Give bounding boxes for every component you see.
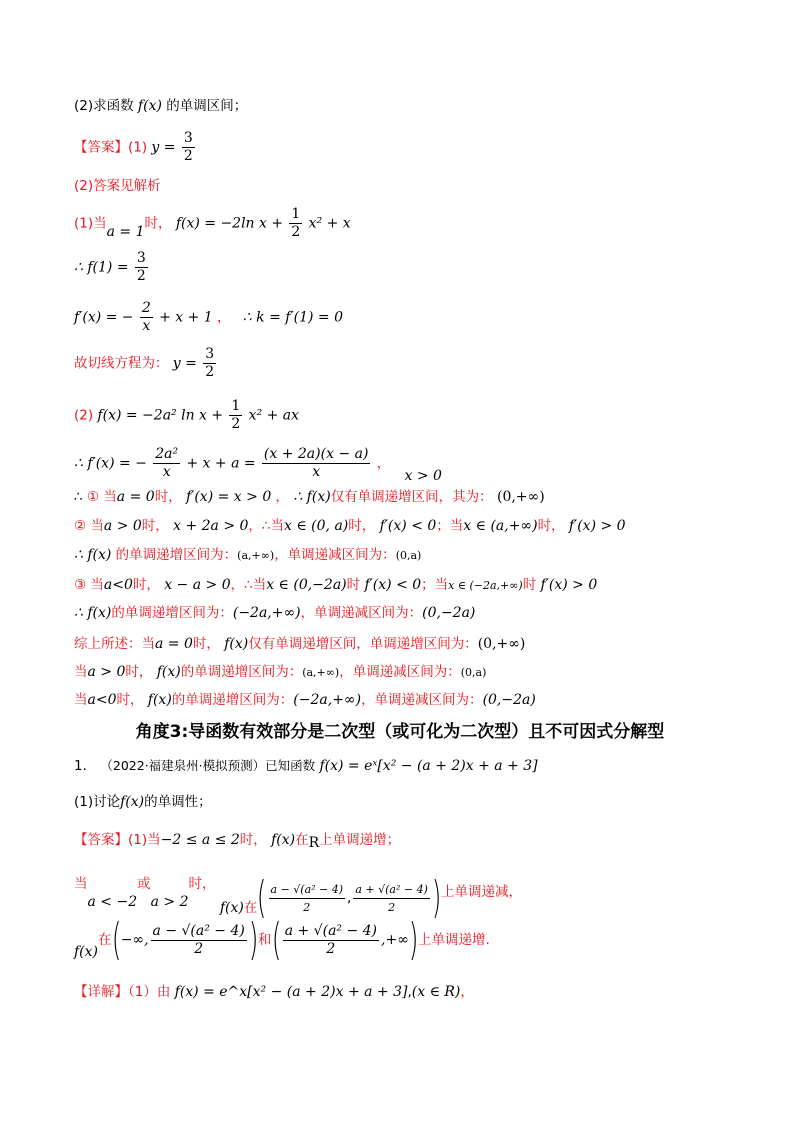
summary-line-3: 当a<0时， f(x)的单调递增区间为：(−2a,+∞)，单调递减区间为：(0,−2a)	[74, 692, 536, 708]
fraction: $\frac{1}{2}$	[291, 206, 301, 240]
solution-line-3: f′(x) = − $\frac{2}{x}$ + x + 1 ， ∴ k = f′(1) = 0	[74, 300, 343, 334]
fraction: $\frac{3}{2}$	[183, 130, 193, 164]
fraction: $\frac{\text{2a²}}{x}$	[155, 446, 179, 480]
answer-part-1: 【答案】(1) y = $\frac{3}{2}$	[74, 130, 193, 164]
problem-part-1: (1)讨论f(x)的单调性；	[74, 794, 212, 810]
fraction: $\frac{1}{2}$	[231, 398, 241, 432]
summary-line-1: 综上所述：当a = 0时， f(x)仅有单调递增区间，单调递增区间为：(0,+∞)	[74, 636, 526, 652]
fraction: $\frac{(x + 2a)(x - a)}{x}$	[263, 446, 369, 480]
fraction: $\frac{\text{a − √(a² − 4)}}{2}$	[270, 882, 344, 914]
tangent-line-equation: 故切线方程为： y = $\frac{3}{2}$	[74, 346, 215, 380]
fraction: $\frac{3}{2}$	[136, 250, 146, 284]
fraction: $\frac{\text{a − √(a² − 4)}}{2}$	[152, 922, 245, 957]
answer-part-2: (2)答案见解析	[74, 178, 161, 194]
fraction: $\frac{\text{a + √(a² − 4)}}{2}$	[284, 922, 378, 957]
section-heading: 角度3:导函数有效部分是二次型（或可化为二次型）且不可因式分解型	[135, 722, 665, 742]
solution-line-5: (2) f(x) = −2a² ln x + $\frac{1}{2}$ x² + ax	[74, 398, 300, 432]
case-1: ∴ ① 当a = 0时， f′(x) = x > 0 ， ∴ f(x)仅有单调递增区间，其为： (0,+∞)	[74, 489, 545, 505]
fraction: $\frac{\text{a + √(a² − 4)}}{2}$	[355, 882, 428, 914]
derivative-factored: ∴ f′(x) = − $\frac{\text{2a²}}{x}$ + x + a = $\frac{(x + 2a)(x - a)}{x}$ ， x > 0	[74, 446, 442, 484]
summary-line-2: 当a > 0时， f(x)的单调递增区间为：(a,+∞)，单调递减区间为：(0,a)	[74, 664, 487, 680]
answer-monotonic-1: 【答案】(1)当−2 ≤ a ≤ 2时， f(x)在R上单调递增；	[74, 832, 401, 851]
fraction: $\frac{2}{x}$	[141, 300, 151, 334]
fraction: $\frac{3}{2}$	[205, 346, 215, 380]
case-2: ② 当a > 0时， x + 2a > 0，∴当x ∈ (0, a)时， f′(x) < 0；当x ∈ (a,+∞)时， f′(x) > 0	[74, 518, 626, 534]
detailed-solution: 【详解】（1）由 f(x) = e^x[x² − (a + 2)x + a + 3],(x ∈ R)，	[74, 984, 474, 1000]
case-3: ③ 当a<0时， x − a > 0，∴当x ∈ (0,−2a)时 f′(x) < 0；当x ∈ (−2a,+∞)时 f′(x) > 0	[74, 577, 598, 593]
solution-line-1: (1)当a = 1时， f(x) = −2ln x + $\frac{1}{2}$ x² + x	[74, 206, 351, 240]
case-2-intervals: ∴ f(x) 的单调递增区间为：(a,+∞)，单调递减区间为：(0,a)	[74, 547, 422, 563]
answer-monotonic-3: f(x)在(−∞, $\frac{\text{a − √(a² − 4)}}{2}$ )和( $\frac{\text{a + √(a² − 4)}}{2}$ ,+∞)上单调递增.	[74, 914, 490, 965]
solution-line-2: ∴ f(1) = $\frac{3}{2}$	[74, 250, 146, 284]
case-3-intervals: ∴ f(x)的单调递增区间为：(−2a,+∞)，单调递减区间为：(0,−2a)	[74, 605, 476, 621]
problem-statement: 1． （2022·福建泉州·模拟预测）已知函数 f(x) = eˣ[x² − (a + 2)x + a + 3]	[74, 758, 538, 774]
answer-monotonic-2: 当a < −2或a > 2时， f(x)在( $\frac{\text{a − √(a² − 4)}}{2}$ , $\frac{\text{a + √(a² − 4)}}{2}$ )上单调递减，	[74, 872, 523, 923]
question-part-2: (2)求函数 f(x) 的单调区间；	[74, 98, 248, 114]
